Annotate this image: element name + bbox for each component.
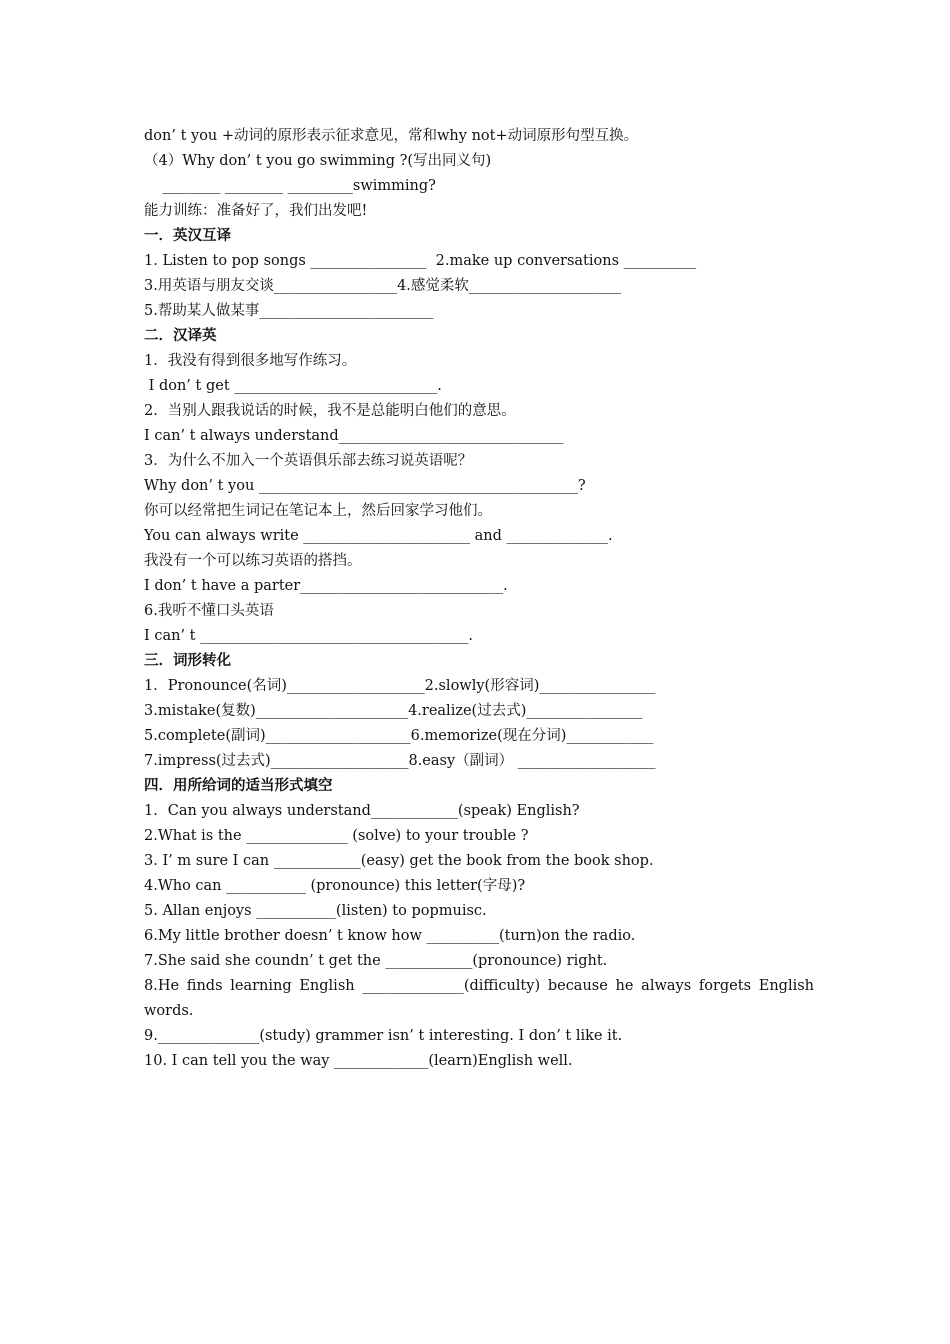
text-line: 7.impress(过去式)___________________8.easy（副词） ___________________ <box>144 753 656 769</box>
section-heading: 四．用所给词的适当形式填空 <box>144 778 333 794</box>
text-line: ________ ________ _________swimming? <box>144 178 436 194</box>
text-line: 3. I’ m sure I can ____________(easy) get the book from the book shop. <box>144 853 654 869</box>
text-line: 5. Allan enjoys ___________(listen) to popmuisc. <box>144 903 487 919</box>
section-heading: 三．词形转化 <box>144 653 231 669</box>
text-line: 3.用英语与朋友交谈_________________4.感觉柔软_____________________ <box>144 278 622 294</box>
text-line: don’ t you +动词的原形表示征求意见，常和why not+动词原形句型互换。 <box>144 128 639 144</box>
section-heading: 一．英汉互译 <box>144 228 231 244</box>
text-line: 1. Listen to pop songs ________________ 2.make up conversations __________ <box>144 253 697 269</box>
text-line: 1．Can you always understand____________(speak) English? <box>144 803 580 819</box>
text-line: 2.What is the ______________ (solve) to your trouble ? <box>144 828 529 844</box>
section-heading: 二．汉译英 <box>144 328 217 344</box>
text-line: 能力训练：准备好了，我们出发吧! <box>144 203 368 219</box>
text-line: 5.帮助某人做某事________________________ <box>144 303 434 319</box>
text-line: 9.______________(study) grammer isn’ t interesting. I don’ t like it. <box>144 1028 623 1044</box>
text-line: Why don’ t you ____________________________________________? <box>144 478 586 494</box>
text-line: 6.My little brother doesn’ t know how __________(turn)on the radio. <box>144 928 636 944</box>
text-line: 8.He finds learning English ______________(difficulty) because he always forgets English words. <box>144 978 814 1019</box>
text-line: 5.complete(副词)____________________6.memorize(现在分词)____________ <box>144 728 654 744</box>
text-line: 6.我听不懂口头英语 <box>144 603 274 619</box>
text-line: I can’ t _____________________________________. <box>144 628 473 644</box>
text-line: I can’ t always understand_______________________________ <box>144 428 564 444</box>
text-line: 4.Who can ___________ (pronounce) this letter(字母)? <box>144 878 526 894</box>
text-line: 3．为什么不加入一个英语俱乐部去练习说英语呢？ <box>144 453 473 469</box>
text-line: 7.She said she coundn’ t get the ____________(pronounce) right. <box>144 953 608 969</box>
text-line: 1．Pronounce(名词)___________________2.slowly(形容词)________________ <box>144 678 656 694</box>
text-line: 1．我没有得到很多地写作练习。 <box>144 353 357 369</box>
text-line: 3.mistake(复数)_____________________4.realize(过去式)________________ <box>144 703 643 719</box>
text-line: 你可以经常把生词记在笔记本上，然后回家学习他们。 <box>144 503 492 519</box>
text-line: 我没有一个可以练习英语的搭挡。 <box>144 553 362 569</box>
worksheet-content <box>144 124 814 1074</box>
text-line: I don’ t get ____________________________. <box>144 378 442 394</box>
text-line: You can always write _______________________ and ______________. <box>144 528 613 544</box>
text-line: 10. I can tell you the way _____________(learn)English well. <box>144 1053 573 1069</box>
text-line: 2．当别人跟我说话的时候，我不是总能明白他们的意思。 <box>144 403 516 419</box>
text-line: （4）Why don’ t you go swimming ?(写出同义句) <box>144 153 492 169</box>
text-line: I don’ t have a parter____________________________. <box>144 578 508 594</box>
